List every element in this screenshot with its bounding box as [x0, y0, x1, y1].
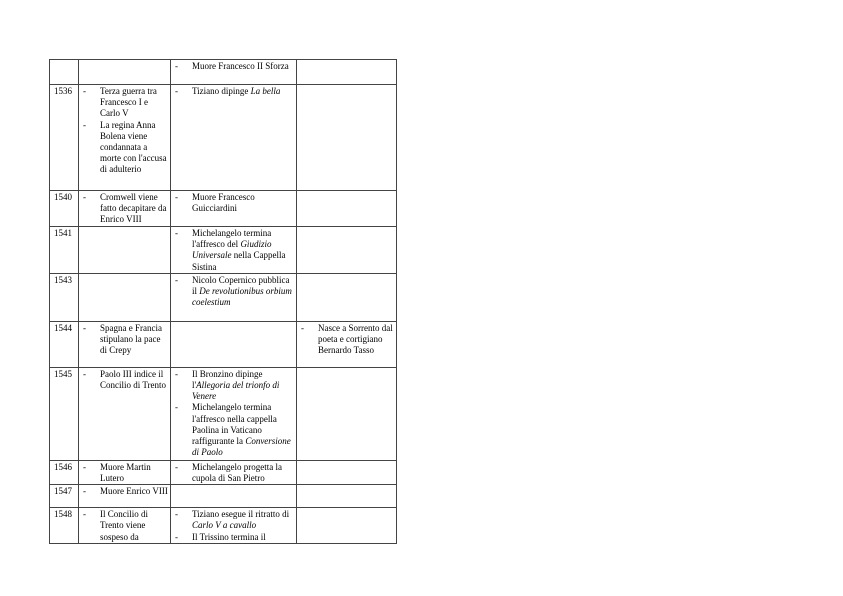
- year-cell: 1540: [50, 191, 79, 227]
- list-item-text: [192, 86, 294, 97]
- bullet-dash: -: [175, 228, 178, 238]
- list-item-text: [192, 462, 294, 484]
- politics-cell: [79, 60, 171, 85]
- bullet-dash: -: [83, 486, 86, 497]
- bullet-list: [173, 192, 294, 214]
- other-cell: [297, 485, 397, 508]
- list-item-text: [192, 228, 294, 273]
- culture-cell: [171, 460, 297, 484]
- list-item-text: [192, 192, 294, 214]
- bullet-list: [81, 86, 168, 176]
- politics-cell: [79, 191, 171, 227]
- italic-title: Allegoria del trionfo di Venere: [192, 380, 280, 402]
- list-item: [173, 61, 294, 72]
- year-cell: 1547: [50, 485, 79, 508]
- politics-cell: [79, 508, 171, 544]
- list-item: [173, 532, 294, 543]
- bullet-dash: -: [83, 192, 86, 202]
- list-item-text: [100, 462, 168, 484]
- text-run: Il Bronzino dipinge l': [192, 368, 263, 391]
- other-cell: [297, 60, 397, 85]
- bullet-list: [81, 323, 168, 357]
- italic-title: Conversione di Paolo: [192, 436, 291, 458]
- politics-cell: [79, 227, 171, 274]
- table-row: [50, 273, 397, 321]
- text-run: Il Trissino termina il: [192, 531, 266, 542]
- text-run: Cromwell viene fatto decapitare da Enrico VIII: [100, 192, 167, 225]
- bullet-dash: -: [175, 531, 178, 542]
- list-item-text: [318, 323, 394, 357]
- bullet-dash: -: [175, 509, 178, 520]
- politics-cell: [79, 85, 171, 191]
- list-item: [173, 509, 294, 531]
- other-cell: [297, 273, 397, 321]
- list-item: [173, 86, 294, 97]
- list-item-text: [100, 192, 168, 226]
- culture-cell: [171, 508, 297, 544]
- list-item-text: [192, 369, 294, 403]
- list-item: [81, 486, 168, 497]
- list-item: [81, 192, 168, 226]
- list-item-text: [100, 509, 168, 543]
- table-row: [50, 191, 397, 227]
- list-item: [173, 275, 294, 309]
- text-run: Tiziano dipinge: [192, 86, 251, 96]
- text-run: Muore Martin Lutero: [100, 461, 151, 484]
- bullet-list: [81, 192, 168, 226]
- politics-cell: [79, 460, 171, 484]
- bullet-dash: -: [83, 461, 86, 472]
- chronology-table-body: [50, 60, 397, 544]
- italic-title: La bella: [250, 86, 281, 96]
- other-cell: [297, 191, 397, 227]
- list-item: [81, 120, 168, 176]
- table-row: [50, 508, 397, 544]
- year-cell: 1536: [50, 85, 79, 191]
- chronology-table: [49, 59, 397, 544]
- bullet-list: [173, 86, 294, 97]
- other-cell: [297, 460, 397, 484]
- table-row: [50, 367, 397, 460]
- other-cell: [297, 508, 397, 544]
- list-item-text: [192, 275, 294, 309]
- bullet-dash: -: [301, 322, 304, 333]
- year-cell: 1548: [50, 508, 79, 544]
- culture-cell: [171, 191, 297, 227]
- table-row: [50, 321, 397, 367]
- year-cell: 1544: [50, 321, 79, 367]
- bullet-dash: -: [175, 86, 178, 96]
- list-item: [81, 86, 168, 120]
- text-run: Michelangelo progetta la cupola di San Pietro: [192, 461, 282, 484]
- table-row: [50, 460, 397, 484]
- bullet-list: [299, 323, 394, 357]
- list-item-text: [100, 323, 168, 357]
- politics-cell: [79, 485, 171, 508]
- text-run: Paolo III indice il Concilio di Trento: [100, 368, 167, 391]
- text-run: Nasce a Sorrento dal poeta e cortigiano Bernardo Tasso: [318, 322, 393, 356]
- list-item: [173, 192, 294, 214]
- culture-cell: [171, 60, 297, 85]
- other-cell: [297, 367, 397, 460]
- bullet-list: [173, 228, 294, 273]
- culture-cell: [171, 321, 297, 367]
- politics-cell: [79, 273, 171, 321]
- list-item-text: [192, 402, 294, 458]
- bullet-dash: -: [175, 192, 178, 202]
- list-item: [81, 462, 168, 484]
- culture-cell: [171, 485, 297, 508]
- list-item: [81, 323, 168, 357]
- text-run: Muore Enrico VIII: [100, 486, 168, 497]
- list-item-text: [192, 532, 294, 543]
- list-item-text: [100, 120, 168, 176]
- list-item: [299, 323, 394, 357]
- list-item-text: [100, 486, 168, 497]
- bullet-dash: -: [83, 322, 86, 333]
- bullet-dash: -: [175, 461, 178, 472]
- list-item-text: [192, 61, 294, 72]
- table-row: [50, 60, 397, 85]
- text-run: Nicolo Copernico pubblica il: [192, 274, 290, 297]
- italic-title: Carlo V a cavallo: [192, 520, 257, 531]
- bullet-dash: -: [175, 368, 178, 379]
- text-run: Muore Francesco II Sforza: [192, 61, 289, 71]
- other-cell: [297, 85, 397, 191]
- culture-cell: [171, 273, 297, 321]
- text-run: nella Cappella Sistina: [192, 250, 286, 272]
- bullet-dash: -: [83, 368, 86, 379]
- italic-title: Giudizio Universale: [192, 239, 272, 261]
- year-cell: 1545: [50, 367, 79, 460]
- list-item: [173, 369, 294, 403]
- text-run: Terza guerra tra Francesco I e Carlo V: [100, 86, 157, 119]
- bullet-list: [81, 369, 168, 391]
- table-row: [50, 85, 397, 191]
- text-run: Spagna e Francia stipulano la pace di Crepy: [100, 322, 162, 356]
- text-run: La regina Anna Bolena viene condannata a morte con l'accusa di adulterio: [100, 119, 167, 175]
- list-item: [81, 369, 168, 391]
- culture-cell: [171, 367, 297, 460]
- list-item: [173, 462, 294, 484]
- bullet-list: [81, 509, 168, 543]
- other-cell: [297, 321, 397, 367]
- list-item-text: [192, 509, 294, 531]
- list-item-text: [100, 86, 168, 120]
- culture-cell: [171, 85, 297, 191]
- bullet-list: [81, 486, 168, 497]
- bullet-list: [173, 61, 294, 72]
- politics-cell: [79, 321, 171, 367]
- bullet-dash: -: [175, 274, 178, 285]
- text-run: Tiziano esegue il ritratto di: [192, 509, 290, 520]
- list-item: [173, 402, 294, 458]
- text-run: Muore Francesco Guicciardini: [192, 192, 255, 214]
- year-cell: 1541: [50, 227, 79, 274]
- italic-title: De revolutionibus orbium coelestium: [192, 286, 292, 308]
- bullet-list: [173, 369, 294, 459]
- bullet-list: [81, 462, 168, 484]
- year-cell: [50, 60, 79, 85]
- bullet-list: [173, 275, 294, 309]
- bullet-dash: -: [83, 119, 86, 130]
- bullet-list: [173, 462, 294, 484]
- bullet-dash: -: [175, 61, 178, 71]
- year-cell: 1546: [50, 460, 79, 484]
- year-cell: 1543: [50, 273, 79, 321]
- list-item: [173, 228, 294, 273]
- table-row: [50, 485, 397, 508]
- list-item: [81, 509, 168, 543]
- bullet-list: [173, 509, 294, 543]
- bullet-dash: -: [83, 509, 86, 520]
- other-cell: [297, 227, 397, 274]
- table-row: [50, 227, 397, 274]
- bullet-dash: -: [83, 86, 86, 96]
- text-run: Michelangelo termina l'affresco nella cappella Paolina in Vaticano raffigurante la: [192, 402, 277, 447]
- bullet-dash: -: [175, 402, 178, 413]
- text-run: Michelangelo termina l'affresco del: [192, 228, 272, 250]
- politics-cell: [79, 367, 171, 460]
- text-run: Il Concilio di Trento viene sospeso da: [100, 509, 148, 542]
- list-item-text: [100, 369, 168, 391]
- culture-cell: [171, 227, 297, 274]
